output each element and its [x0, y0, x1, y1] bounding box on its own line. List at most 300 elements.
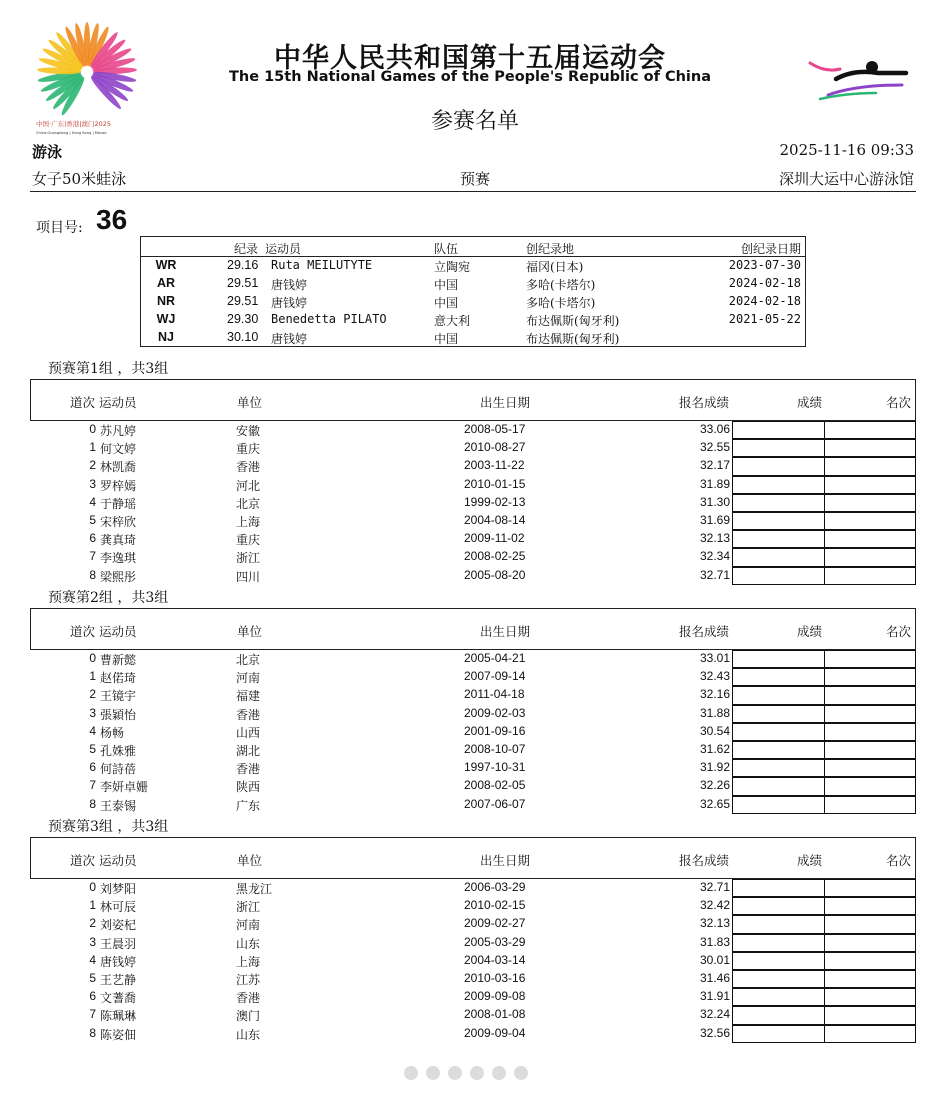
- record-row: [141, 312, 805, 330]
- athlete-dob: 2011-04-18: [464, 687, 525, 702]
- record-row: [141, 294, 805, 312]
- record-place: 布达佩斯(匈牙利): [526, 314, 620, 328]
- rank-cell: [824, 650, 916, 668]
- athlete-unit: 山东: [236, 936, 261, 951]
- entry-time: 31.83: [699, 934, 730, 949]
- athlete-row: [30, 548, 916, 566]
- record-team: 中国: [434, 278, 459, 292]
- rank-cell: [824, 759, 916, 777]
- athlete-name: 何文婷: [100, 442, 137, 457]
- entry-time: 32.65: [699, 796, 730, 811]
- rank-cell: [824, 686, 916, 704]
- athlete-unit: 河南: [236, 918, 261, 933]
- athlete-unit: 陕西: [236, 780, 261, 795]
- athlete-name: 赵偌琦: [100, 671, 137, 686]
- lane-number: 3: [89, 705, 96, 720]
- athlete-dob: 1999-02-13: [464, 494, 526, 509]
- athlete-dob: 2008-01-08: [464, 1007, 526, 1022]
- entry-time: 32.43: [699, 669, 730, 684]
- rank-cell: [824, 668, 916, 686]
- entry-time: 32.13: [699, 916, 730, 931]
- athlete-unit: 湖北: [236, 744, 261, 758]
- lane-number: 1: [89, 898, 96, 913]
- athlete-dob: 2009-02-03: [464, 705, 526, 720]
- result-cell: [732, 686, 825, 704]
- entry-time: 31.92: [699, 760, 730, 775]
- athlete-unit: 福建: [236, 689, 261, 704]
- athlete-row: [30, 567, 916, 585]
- record-team: 意大利: [434, 314, 471, 328]
- event-name: 女子50米蛙泳: [32, 170, 127, 188]
- page-dot: [514, 1066, 528, 1080]
- athlete-dob: 2009-11-02: [464, 531, 525, 546]
- result-cell: [732, 934, 825, 952]
- lane-number: 7: [89, 778, 96, 793]
- entry-time: 32.24: [699, 1007, 730, 1022]
- entry-time: 32.71: [699, 880, 730, 894]
- athlete-row: [30, 650, 916, 668]
- athlete-dob: 2004-08-14: [464, 513, 526, 527]
- records-table: [140, 236, 806, 347]
- lane-number: 0: [89, 651, 96, 665]
- result-cell: [732, 952, 825, 970]
- rank-cell: [824, 1006, 916, 1024]
- record-time: 29.30: [227, 312, 259, 326]
- record-place: 布达佩斯(匈牙利): [526, 332, 620, 346]
- record-time: 29.51: [227, 276, 259, 290]
- athlete-name: 王镜宇: [100, 689, 137, 704]
- entry-time: 31.88: [699, 705, 730, 720]
- lane-number: 5: [89, 971, 96, 985]
- athlete-name: 刘姿杞: [100, 918, 137, 933]
- rank-cell: [824, 530, 916, 548]
- lane-number: 6: [89, 531, 96, 546]
- athlete-row: [30, 668, 916, 686]
- header-divider: [30, 191, 916, 192]
- rank-cell: [824, 879, 916, 897]
- lane-number: 1: [89, 669, 96, 684]
- athlete-name: 宋梓欣: [100, 515, 137, 529]
- athlete-row: [30, 1006, 916, 1024]
- page-indicator: [404, 1064, 544, 1082]
- logo-subtext: China·Guangdong | Hong Kong | Macao: [36, 131, 107, 135]
- records-header-place: 创纪录地: [526, 242, 575, 256]
- record-row: [141, 276, 805, 294]
- athlete-dob: 1997-10-31: [464, 760, 526, 775]
- athlete-unit: 澳门: [236, 1009, 261, 1024]
- phase-name: 预赛: [459, 170, 490, 188]
- athlete-unit: 黑龙江: [236, 882, 273, 896]
- page-dot: [492, 1066, 506, 1080]
- result-cell: [732, 668, 825, 686]
- lane-number: 8: [89, 796, 96, 811]
- athlete-name: 何詩蓓: [100, 762, 137, 777]
- athlete-unit: 安徽: [236, 424, 261, 438]
- rank-cell: [824, 796, 916, 814]
- heat-title: 预赛第2组 ，共3组: [48, 590, 169, 606]
- column-dob: 出生日期: [480, 624, 531, 639]
- athlete-unit: 香港: [236, 707, 261, 722]
- entry-time: 32.71: [699, 567, 730, 582]
- column-rank: 名次: [885, 853, 911, 868]
- entry-time: 32.17: [699, 458, 730, 473]
- result-cell: [732, 705, 825, 723]
- column-lane-athlete: 道次 运动员: [70, 853, 137, 868]
- lane-number: 4: [89, 494, 96, 509]
- athlete-row: [30, 796, 916, 814]
- athlete-row: [30, 777, 916, 795]
- athlete-row: [30, 421, 916, 439]
- result-cell: [732, 650, 825, 668]
- athlete-dob: 2009-02-27: [464, 916, 526, 931]
- rank-cell: [824, 1025, 916, 1043]
- athlete-dob: 2010-02-15: [464, 898, 526, 913]
- lane-number: 6: [89, 760, 96, 775]
- lane-number: 3: [89, 476, 96, 491]
- column-result: 成绩: [797, 624, 823, 639]
- entry-time: 31.62: [699, 742, 730, 756]
- lane-number: 5: [89, 513, 96, 527]
- athlete-row: [30, 494, 916, 512]
- athlete-dob: 2008-05-17: [464, 422, 526, 436]
- record-code: AR: [156, 276, 176, 290]
- athlete-row: [30, 970, 916, 988]
- event-number-label: 项目号:: [36, 220, 83, 236]
- result-cell: [732, 494, 825, 512]
- venue-name: 深圳大运中心游泳馆: [778, 170, 914, 188]
- rank-cell: [824, 457, 916, 475]
- record-time: 29.16: [227, 258, 259, 272]
- entry-time: 31.46: [699, 971, 730, 985]
- athlete-row: [30, 934, 916, 952]
- page-dot: [426, 1066, 440, 1080]
- athlete-unit: 河南: [236, 671, 261, 686]
- column-result: 成绩: [797, 395, 823, 410]
- athlete-row: [30, 512, 916, 530]
- record-team: 立陶宛: [434, 260, 471, 274]
- rank-cell: [824, 476, 916, 494]
- record-row: [141, 258, 805, 276]
- athlete-name: 張穎怡: [100, 707, 137, 722]
- rank-cell: [824, 915, 916, 933]
- lane-number: 2: [89, 916, 96, 931]
- lane-number: 8: [89, 1025, 96, 1040]
- athlete-row: [30, 879, 916, 897]
- athlete-dob: 2009-09-08: [464, 989, 526, 1004]
- rank-cell: [824, 970, 916, 988]
- entry-time: 32.56: [699, 1025, 730, 1040]
- page-dot: [470, 1066, 484, 1080]
- heat-column-header: [30, 379, 916, 421]
- athlete-dob: 2008-10-07: [464, 742, 526, 756]
- athlete-row: [30, 705, 916, 723]
- athlete-name: 于静瑶: [100, 496, 137, 511]
- athlete-name: 曹新懿: [100, 653, 137, 667]
- record-place: 福冈(日本): [526, 260, 584, 274]
- event-number: 36: [96, 204, 128, 235]
- athlete-row: [30, 759, 916, 777]
- entry-time: 32.34: [699, 549, 730, 564]
- lane-number: 7: [89, 549, 96, 564]
- athlete-name: 王艺静: [100, 973, 137, 987]
- records-header-athlete: 运动员: [265, 242, 302, 256]
- result-cell: [732, 796, 825, 814]
- athlete-unit: 四川: [236, 569, 261, 584]
- lane-number: 4: [89, 723, 96, 738]
- athlete-dob: 2005-03-29: [464, 934, 526, 949]
- athlete-dob: 2005-08-20: [464, 567, 526, 582]
- rank-cell: [824, 723, 916, 741]
- athlete-name: 王晨羽: [100, 936, 137, 951]
- athlete-row: [30, 530, 916, 548]
- lane-number: 5: [89, 742, 96, 756]
- result-cell: [732, 548, 825, 566]
- athlete-unit: 江苏: [236, 973, 261, 987]
- page-dot: [404, 1066, 418, 1080]
- heat-column-header: [30, 837, 916, 879]
- athlete-name: 唐钱婷: [100, 954, 137, 969]
- athlete-name: 林可辰: [100, 900, 137, 915]
- result-cell: [732, 1025, 825, 1043]
- column-dob: 出生日期: [480, 853, 531, 868]
- rank-cell: [824, 988, 916, 1006]
- result-cell: [732, 970, 825, 988]
- athlete-row: [30, 988, 916, 1006]
- rank-cell: [824, 897, 916, 915]
- entry-time: 31.30: [699, 494, 730, 509]
- record-place: 多哈(卡塔尔): [526, 296, 596, 310]
- entry-time: 31.69: [699, 513, 730, 527]
- athlete-unit: 香港: [236, 991, 261, 1006]
- heat-title: 预赛第3组 ，共3组: [48, 819, 169, 835]
- entry-time: 30.54: [699, 723, 730, 738]
- athlete-row: [30, 476, 916, 494]
- rank-cell: [824, 494, 916, 512]
- record-athlete: 唐钱婷: [271, 278, 308, 292]
- result-cell: [732, 512, 825, 530]
- result-cell: [732, 439, 825, 457]
- lane-number: 8: [89, 567, 96, 582]
- result-cell: [732, 723, 825, 741]
- athlete-unit: 北京: [236, 496, 261, 511]
- record-code: NR: [156, 294, 176, 308]
- athlete-unit: 山东: [236, 1027, 261, 1042]
- athlete-unit: 重庆: [236, 533, 261, 548]
- athlete-unit: 香港: [236, 762, 261, 777]
- result-cell: [732, 897, 825, 915]
- rank-cell: [824, 952, 916, 970]
- column-unit: 单位: [237, 624, 263, 639]
- record-row: [141, 330, 805, 348]
- athlete-dob: 2008-02-05: [464, 778, 526, 793]
- athlete-unit: 香港: [236, 460, 261, 475]
- entry-time: 32.42: [699, 898, 730, 913]
- athlete-row: [30, 723, 916, 741]
- entry-time: 32.16: [699, 687, 730, 702]
- athlete-name: 李逸琪: [100, 551, 137, 566]
- result-cell: [732, 777, 825, 795]
- record-athlete: Ruta MEILUTYTE: [271, 258, 373, 272]
- games-title-cn: 中华人民共和国第十五届运动会: [274, 43, 666, 74]
- column-dob: 出生日期: [480, 395, 531, 410]
- athlete-dob: 2007-06-07: [464, 796, 526, 811]
- rank-cell: [824, 567, 916, 585]
- records-header-divider: [141, 256, 805, 257]
- athlete-dob: 2010-01-15: [464, 476, 526, 491]
- record-team: 中国: [434, 332, 459, 346]
- rank-cell: [824, 512, 916, 530]
- athlete-row: [30, 1025, 916, 1043]
- records-header-date: 创纪录日期: [740, 242, 801, 256]
- athlete-dob: 2010-08-27: [464, 440, 526, 455]
- athlete-name: 龚真琦: [100, 533, 137, 548]
- result-cell: [732, 759, 825, 777]
- records-header-team: 队伍: [434, 242, 459, 256]
- column-lane-athlete: 道次 运动员: [70, 624, 137, 639]
- lane-number: 3: [89, 934, 96, 949]
- record-date: 2024-02-18: [728, 276, 801, 290]
- lane-number: 7: [89, 1007, 96, 1022]
- athlete-row: [30, 741, 916, 759]
- record-time: 29.51: [227, 294, 259, 308]
- athlete-dob: 2005-04-21: [464, 651, 526, 665]
- athlete-name: 林凯喬: [100, 460, 137, 475]
- page-dot: [448, 1066, 462, 1080]
- entry-time: 33.06: [699, 422, 730, 436]
- athlete-dob: 2003-11-22: [464, 458, 525, 473]
- athlete-unit: 北京: [236, 653, 261, 667]
- column-unit: 单位: [237, 853, 263, 868]
- athlete-unit: 浙江: [236, 900, 261, 915]
- result-cell: [732, 567, 825, 585]
- athlete-name: 苏凡婷: [100, 424, 137, 438]
- column-rank: 名次: [885, 624, 911, 639]
- record-date: 2023-07-30: [728, 258, 801, 272]
- column-unit: 单位: [237, 395, 263, 410]
- athlete-dob: 2009-09-04: [464, 1025, 526, 1040]
- games-title-en: The 15th National Games of the People's Republic of China: [229, 69, 711, 85]
- result-cell: [732, 879, 825, 897]
- record-place: 多哈(卡塔尔): [526, 278, 596, 292]
- column-entry-time: 报名成绩: [679, 395, 730, 410]
- column-entry-time: 报名成绩: [679, 853, 730, 868]
- heat-column-header: [30, 608, 916, 650]
- record-athlete: Benedetta PILATO: [271, 312, 387, 326]
- rank-cell: [824, 777, 916, 795]
- record-code: WR: [155, 258, 177, 272]
- result-cell: [732, 476, 825, 494]
- athlete-unit: 浙江: [236, 551, 261, 566]
- entry-time: 32.26: [699, 778, 730, 793]
- record-athlete: 唐钱婷: [271, 332, 308, 346]
- athlete-unit: 广东: [236, 798, 261, 813]
- record-date: 2021-05-22: [728, 312, 801, 326]
- athlete-unit: 河北: [236, 478, 261, 493]
- athlete-dob: 2006-03-29: [464, 880, 526, 894]
- result-cell: [732, 457, 825, 475]
- sport-name: 游泳: [32, 143, 63, 161]
- athlete-dob: 2004-03-14: [464, 952, 526, 967]
- rank-cell: [824, 548, 916, 566]
- rank-cell: [824, 421, 916, 439]
- athlete-row: [30, 897, 916, 915]
- athlete-name: 王泰锡: [100, 798, 137, 813]
- lane-number: 0: [89, 880, 96, 894]
- athlete-name: 李妍卓姗: [100, 780, 149, 795]
- document-title: 参赛名单: [430, 109, 519, 134]
- result-cell: [732, 988, 825, 1006]
- entry-time: 32.55: [699, 440, 730, 455]
- logo-text: 中国·广东|香港|澳门2025: [36, 120, 111, 128]
- record-time: 30.10: [227, 330, 259, 344]
- rank-cell: [824, 934, 916, 952]
- column-result: 成绩: [797, 853, 823, 868]
- athlete-name: 梁熙彤: [100, 569, 137, 584]
- athlete-unit: 上海: [236, 954, 261, 969]
- record-team: 中国: [434, 296, 459, 310]
- result-cell: [732, 530, 825, 548]
- athlete-row: [30, 686, 916, 704]
- athlete-name: 陈姿佃: [100, 1027, 137, 1042]
- athlete-dob: 2007-09-14: [464, 669, 526, 684]
- result-cell: [732, 1006, 825, 1024]
- swimming-pictogram: [806, 55, 916, 105]
- athlete-name: 杨畅: [100, 725, 125, 740]
- athlete-row: [30, 439, 916, 457]
- lane-number: 1: [89, 440, 96, 455]
- athlete-unit: 山西: [236, 725, 261, 740]
- athlete-unit: 上海: [236, 515, 261, 529]
- athlete-row: [30, 457, 916, 475]
- heat-title: 预赛第1组 ，共3组: [48, 361, 169, 377]
- athlete-name: 刘梦阳: [100, 882, 137, 896]
- result-cell: [732, 915, 825, 933]
- entry-time: 31.91: [699, 989, 730, 1004]
- result-cell: [732, 741, 825, 759]
- lane-number: 6: [89, 989, 96, 1004]
- athlete-dob: 2010-03-16: [464, 971, 526, 985]
- lane-number: 2: [89, 687, 96, 702]
- record-athlete: 唐钱婷: [271, 296, 308, 310]
- lane-number: 0: [89, 422, 96, 436]
- entry-time: 30.01: [699, 952, 730, 967]
- column-rank: 名次: [885, 395, 911, 410]
- athlete-row: [30, 952, 916, 970]
- lane-number: 4: [89, 952, 96, 967]
- athlete-row: [30, 915, 916, 933]
- records-header-time: 纪录: [234, 242, 259, 256]
- print-timestamp: 2025-11-16 09:33: [779, 141, 914, 159]
- athlete-unit: 重庆: [236, 442, 261, 457]
- games-logo: [32, 20, 142, 140]
- result-cell: [732, 421, 825, 439]
- rank-cell: [824, 705, 916, 723]
- athlete-name: 文蓍喬: [100, 991, 137, 1006]
- record-date: 2024-02-18: [728, 294, 801, 308]
- rank-cell: [824, 741, 916, 759]
- entry-time: 33.01: [699, 651, 730, 665]
- athlete-dob: 2001-09-16: [464, 723, 526, 738]
- record-code: NJ: [158, 330, 174, 344]
- lane-number: 2: [89, 458, 96, 473]
- athlete-name: 孔姝雅: [100, 744, 137, 758]
- column-lane-athlete: 道次 运动员: [70, 395, 137, 410]
- record-code: WJ: [156, 312, 176, 326]
- column-entry-time: 报名成绩: [679, 624, 730, 639]
- athlete-name: 陈珮琳: [100, 1009, 137, 1024]
- entry-time: 32.13: [699, 531, 730, 546]
- athlete-name: 罗梓嫣: [100, 478, 137, 493]
